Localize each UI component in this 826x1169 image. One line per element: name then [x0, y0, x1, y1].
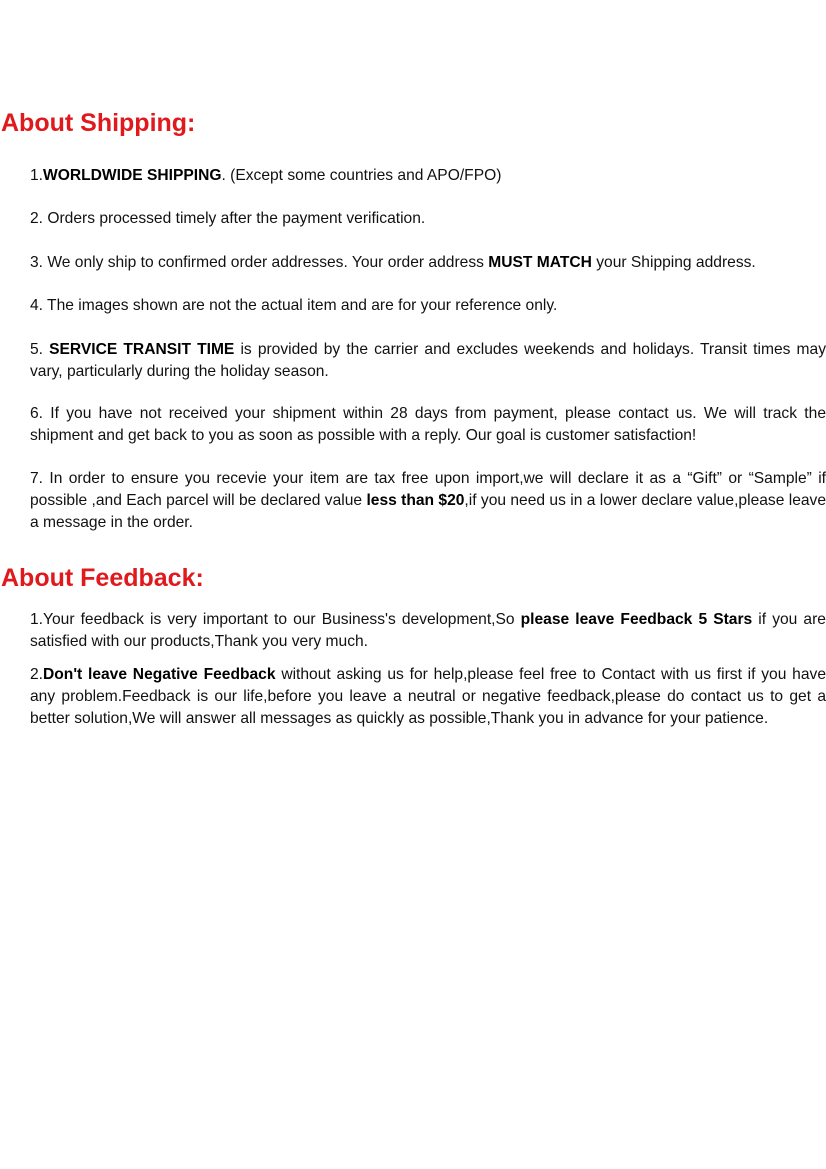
- feedback-item-2-post: without asking us for help,please feel free to Contact with us first if you have any problem.Feedback is our life,before you leave a neutral or negative feedback,please do contact us to get a better solution,We will answer all messages as quickly as possible,Thank you in advance for your patience.: [30, 666, 826, 727]
- shipping-item-6-text: 6. If you have not received your shipment within 28 days from payment, please contact us. We will track the shipment and get back to you as soon as possible with a reply. Our goal is customer satisfaction!: [30, 405, 826, 444]
- shipping-item-3-pre: 3. We only ship to confirmed order addresses. Your order address: [30, 254, 489, 271]
- feedback-item-1-emphasis: please leave Feedback 5 Stars: [520, 611, 753, 628]
- shipping-item-7-post: ,if you need us in a lower declare value,please leave a message in the order.: [30, 492, 826, 531]
- shipping-item-3-post: your Shipping address.: [591, 254, 756, 271]
- feedback-item-1: [30, 609, 826, 653]
- shipping-item-2: [30, 208, 826, 230]
- feedback-item-2-pre: 2.: [30, 666, 44, 683]
- shipping-item-1: [30, 165, 826, 187]
- shipping-item-4: [30, 295, 826, 317]
- feedback-item-1-post: if you are satisfied with our products,Thank you very much.: [30, 611, 826, 650]
- shipping-item-1-pre: 1.: [30, 167, 44, 184]
- shipping-item-1-emphasis: WORLDWIDE SHIPPING: [43, 167, 222, 184]
- shipping-item-1-post: . (Except some countries and APO/FPO): [221, 167, 502, 184]
- shipping-item-7: [30, 468, 826, 534]
- shipping-section-title: About Shipping:: [1, 109, 196, 137]
- feedback-section-title: About Feedback:: [1, 564, 204, 592]
- shipping-item-4-text: 4. The images shown are not the actual item and are for your reference only.: [30, 297, 558, 314]
- shipping-item-3: [30, 252, 826, 274]
- shipping-item-5-emphasis: SERVICE TRANSIT TIME: [49, 341, 235, 358]
- shipping-item-3-emphasis: MUST MATCH: [488, 254, 592, 271]
- shipping-item-5-post: is provided by the carrier and excludes weekends and holidays. Transit times may vary, particularly during the holiday season.: [30, 341, 826, 380]
- shipping-item-6: [30, 403, 826, 447]
- shipping-item-2-text: 2. Orders processed timely after the payment verification.: [30, 210, 426, 227]
- shipping-item-7-emphasis: less than $20: [366, 492, 465, 509]
- feedback-item-2-emphasis: Don't leave Negative Feedback: [43, 666, 276, 683]
- feedback-item-2: [30, 664, 826, 730]
- shipping-item-5-pre: 5.: [30, 341, 50, 358]
- shipping-item-5: [30, 339, 826, 383]
- shipping-item-7-pre: 7. In order to ensure you recevie your item are tax free upon import,we will declare it as a “Gift” or “Sample” if possible ,and Each parcel will be declared value: [30, 470, 826, 509]
- feedback-item-1-pre: 1.Your feedback is very important to our Business's development,So: [30, 611, 521, 628]
